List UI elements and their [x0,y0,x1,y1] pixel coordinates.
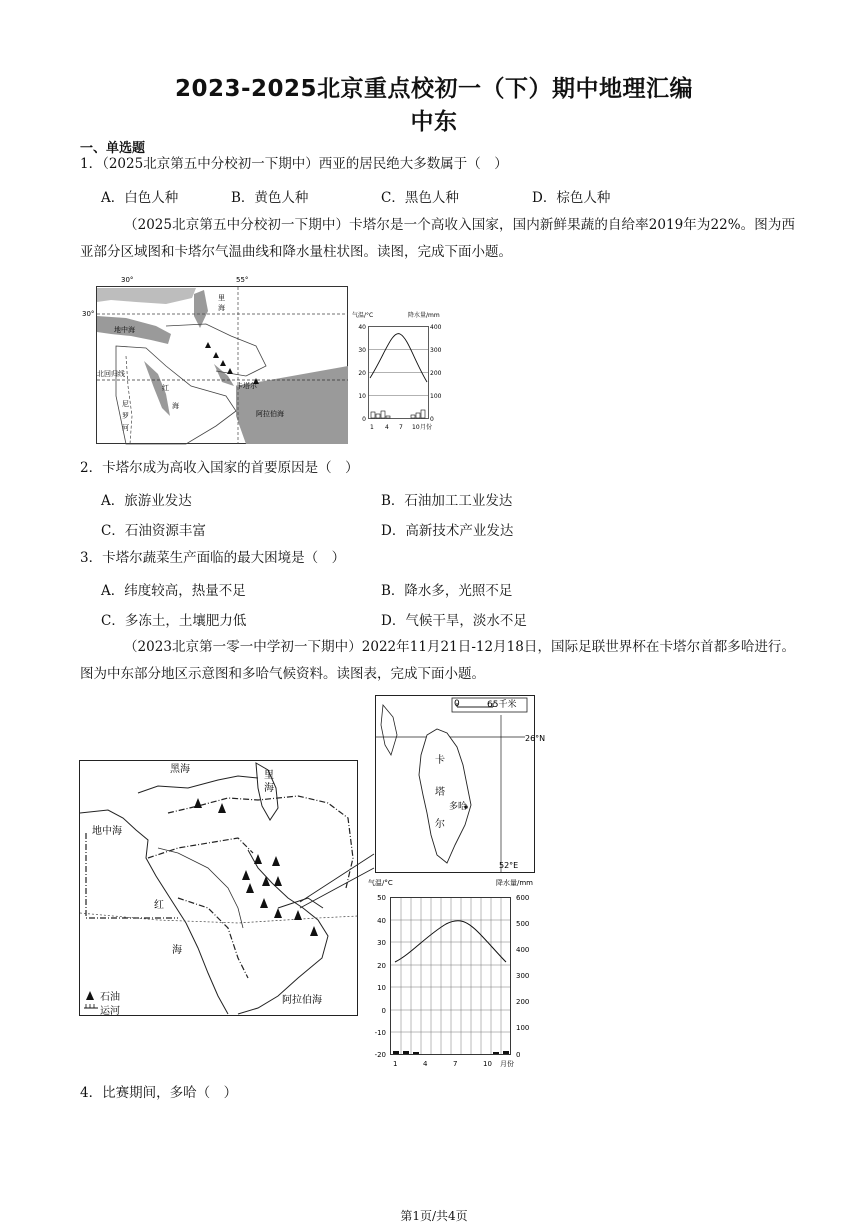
map2-label-hong: 红 [154,900,164,911]
climate1-p-400: 400 [430,324,442,331]
q2-option-a[interactable]: A．旅游业发达 [101,493,192,509]
climate2-t-0: 0 [381,1007,386,1015]
climate2-p-400: 400 [516,946,530,954]
map1-lat: 30° [82,310,95,318]
map1-label-arabian-sea: 阿拉伯海 [256,410,284,418]
map1-label-hong: 红 [162,384,169,392]
climate2-temp-label: 气温/°C [368,879,393,887]
inset-label-doha: 多哈 [449,802,468,812]
climate2-t-m10: -10 [374,1029,386,1037]
q3-option-c[interactable]: C．多冻土，土壤肥力低 [101,613,247,629]
map1-lon2: 55° [236,276,249,284]
climate1-p-300: 300 [430,347,442,354]
q3-option-a[interactable]: A．纬度较高，热量不足 [101,583,246,599]
climate2-p-0: 0 [516,1051,521,1059]
q2-option-b[interactable]: B．石油加工工业发达 [381,493,513,509]
inset-scale: 65千米 [487,700,517,710]
map1-label-ni: 尼 [122,400,129,408]
qatar-climate-chart [352,308,448,434]
climate1-m-7: 7 [399,424,403,431]
climate1-p-0: 0 [430,416,434,423]
q1-option-c[interactable]: C．黑色人种 [381,190,459,206]
climate2-p-100: 100 [516,1024,530,1032]
map2-label-arabian-sea: 阿拉伯海 [282,995,322,1006]
map1-lon1: 30° [121,276,134,284]
map1-label-hai2: 海 [172,402,179,410]
material-intro-1: （2025北京第五中分校初一下期中）卡塔尔是一个高收入国家，国内新鲜果蔬的自给率2019年为22%。图为西亚部分区域图和卡塔尔气温曲线和降水量柱状图。读图，完成下面小题。 [80,217,795,260]
map1-label-mediterranean: 地中海 [114,326,135,334]
question-3-stem: 3．卡塔尔蔬菜生产面临的最大困境是（ ） [80,550,346,566]
page-subtitle: 中东 [410,109,458,135]
climate1-p-200: 200 [430,370,442,377]
climate1-m-10: 10 [412,424,420,431]
climate2-m-10: 10 [483,1060,492,1068]
climate1-temp-label: 气温/°C [352,312,374,319]
inset-lon: 52°E [499,861,519,870]
q1-option-d[interactable]: D．棕色人种 [532,190,611,206]
map2-label-black-sea: 黑海 [170,764,190,775]
map2-label-hai: 海 [264,783,274,794]
climate2-m-1: 1 [393,1060,398,1068]
inset-label-ta: 塔 [435,787,445,798]
inset-label-er: 尔 [435,819,445,830]
climate1-t-20: 20 [358,370,366,377]
climate2-m-4: 4 [423,1060,428,1068]
map2-label-mediterranean: 地中海 [92,826,122,837]
climate2-m-label: 月份 [500,1060,514,1068]
section-heading: 一、单选题 [80,141,146,156]
q1-option-b[interactable]: B．黄色人种 [231,190,309,206]
climate2-m-7: 7 [453,1060,458,1068]
climate1-m-label: 月份 [420,424,433,431]
material-intro-2: （2023北京第一零一中学初一下期中）2022年11月21日-12月18日，国际足联世界杯在卡塔尔首都多哈进行。图为中东部分地区示意图和多哈气候资料。读图表，完成下面小题。 [80,639,795,682]
map1-label-li: 里 [218,294,225,302]
qatar-inset-map [375,695,546,873]
question-1-stem: 1．（2025北京第五中分校初一下期中）西亚的居民绝大多数属于（ ） [80,156,508,172]
map1-label-qatar: 卡塔尔 [236,382,257,390]
legend-oil: 石油 [100,992,120,1003]
climate2-precip-label: 降水量/mm [496,879,533,887]
map1-label-tropic: 北回归线 [97,370,125,378]
climate2-t-10: 10 [377,984,386,992]
page-title: 2023-2025北京重点校初一（下）期中地理汇编 [174,76,694,102]
inset-scale-zero: 0 [454,699,460,709]
q1-option-a[interactable]: A．白色人种 [101,190,179,206]
climate1-t-0: 0 [362,416,366,423]
climate1-t-10: 10 [358,393,366,400]
climate2-t-50: 50 [377,894,386,902]
climate1-t-40: 40 [358,324,366,331]
climate2-p-200: 200 [516,998,530,1006]
q2-option-c[interactable]: C．石油资源丰富 [101,523,206,539]
climate2-p-300: 300 [516,972,530,980]
west-asia-map [82,276,348,444]
doha-climate-chart [366,874,542,1072]
inset-lat: 26°N [525,734,546,743]
climate1-precip-label: 降水量/mm [408,312,440,319]
question-2-stem: 2．卡塔尔成为高收入国家的首要原因是（ ） [80,460,359,476]
legend-canal: 运河 [100,1006,120,1017]
climate1-p-100: 100 [430,393,442,400]
climate2-t-30: 30 [377,939,386,947]
page-footer: 第1页/共4页 [400,1209,468,1223]
map1-label-he: 河 [122,424,129,432]
inset-label-ka: 卡 [435,755,445,766]
map1-label-hai: 海 [218,304,225,312]
climate1-m-4: 4 [385,424,389,431]
climate1-t-30: 30 [358,347,366,354]
map2-label-hai2: 海 [172,945,182,956]
climate2-t-m20: -20 [374,1051,386,1059]
climate2-t-20: 20 [377,962,386,970]
climate2-t-40: 40 [377,917,386,925]
map2-label-li: 里 [264,770,274,781]
q3-option-b[interactable]: B．降水多，光照不足 [381,583,513,599]
question-4-stem: 4．比赛期间，多哈（ ） [80,1085,238,1101]
q3-option-d[interactable]: D．气候干旱，淡水不足 [381,613,527,629]
climate1-m-1: 1 [370,424,374,431]
climate2-p-500: 500 [516,920,530,928]
climate2-p-600: 600 [516,894,530,902]
map1-label-luo: 罗 [122,412,129,420]
q2-option-d[interactable]: D．高新技术产业发达 [381,523,514,539]
